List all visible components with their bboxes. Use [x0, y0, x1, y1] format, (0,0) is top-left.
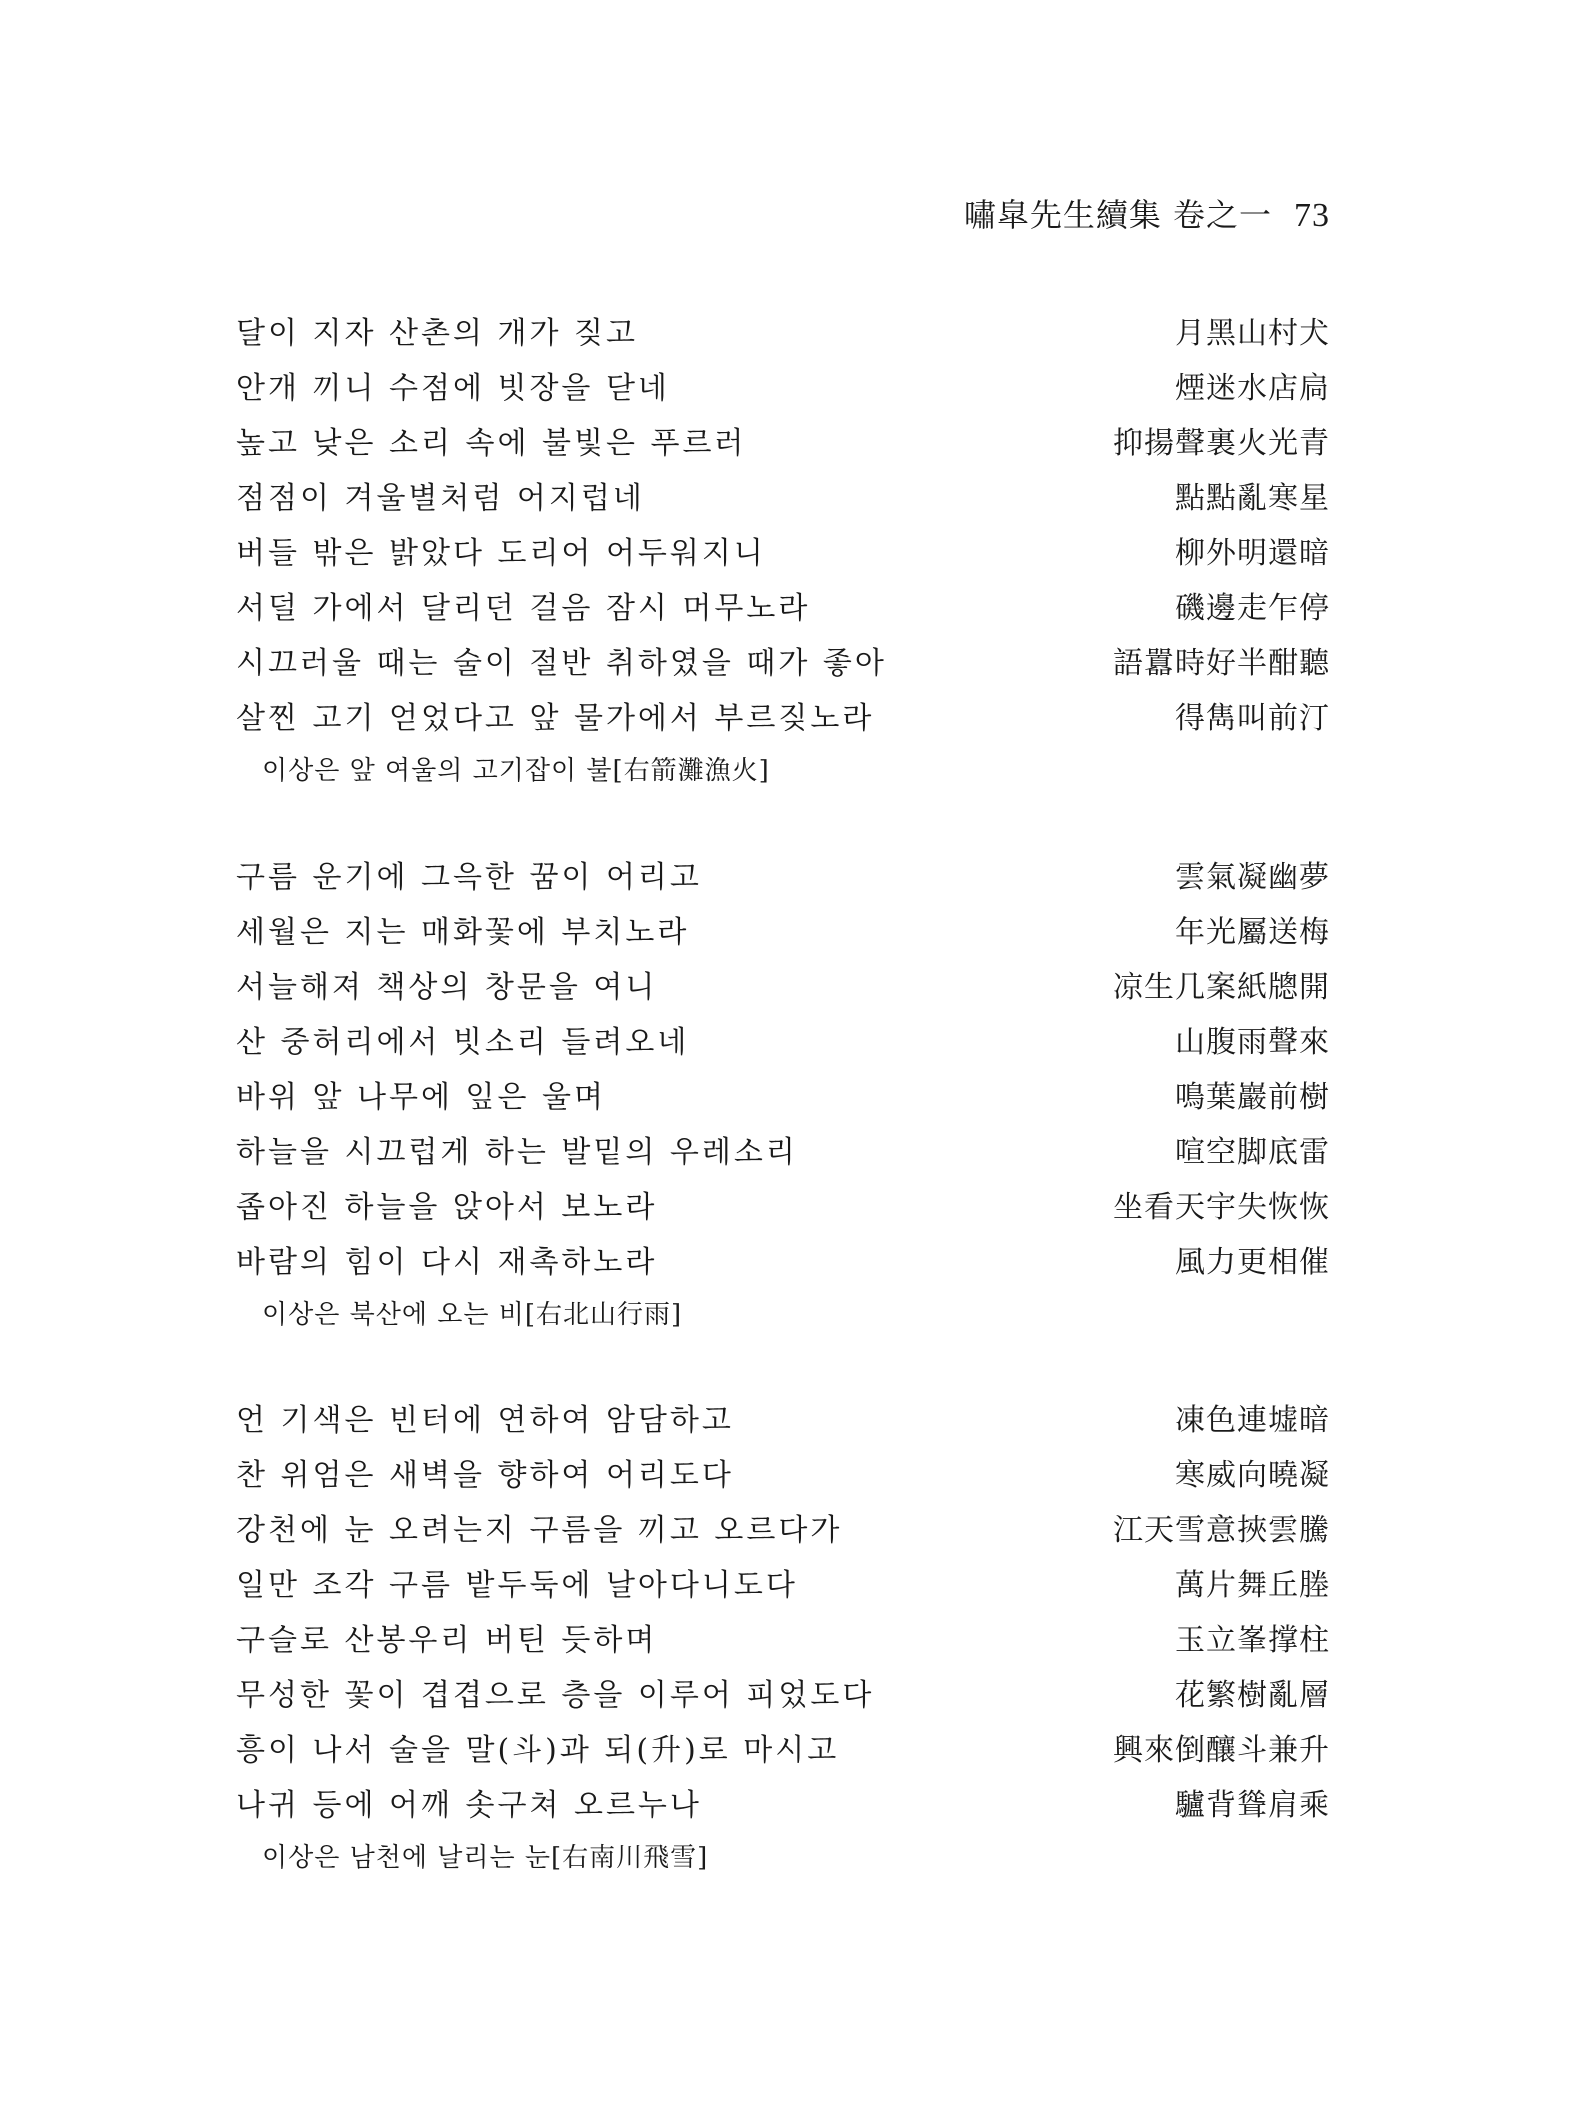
hanja-verse: 語囂時好半酣聽 — [1113, 646, 1330, 681]
hanja-verse: 凍色連墟暗 — [1175, 1403, 1330, 1438]
poem-line — [236, 471, 1330, 526]
poem-line — [236, 1070, 1330, 1125]
poem-line — [236, 1723, 1330, 1778]
korean-verse: 산 중허리에서 빗소리 들려오네 — [236, 1025, 690, 1060]
hanja-verse: 江天雪意挾雲騰 — [1113, 1513, 1330, 1548]
hanja-verse: 驢背聳肩乘 — [1175, 1788, 1330, 1823]
poem-section-2 — [236, 850, 1330, 1336]
hanja-verse: 寒威向曉凝 — [1175, 1458, 1330, 1493]
poem-line — [236, 1180, 1330, 1235]
poem-line — [236, 361, 1330, 416]
hanja-verse: 抑揚聲裏火光青 — [1113, 426, 1330, 461]
poem-line — [236, 691, 1330, 746]
hanja-verse: 花繁樹亂層 — [1175, 1678, 1330, 1713]
poem-line — [236, 1778, 1330, 1833]
hanja-verse: 月黑山村犬 — [1175, 316, 1330, 351]
poem-line — [236, 905, 1330, 960]
hanja-verse: 雲氣凝幽夢 — [1175, 860, 1330, 895]
page-number: 73 — [1294, 197, 1330, 234]
poem-section-3 — [236, 1393, 1330, 1879]
poem-line — [236, 416, 1330, 471]
hanja-verse: 煙迷水店扃 — [1175, 371, 1330, 406]
korean-verse: 일만 조각 구름 밭두둑에 날아다니도다 — [236, 1568, 798, 1603]
poem-section-1 — [236, 306, 1330, 792]
hanja-verse: 喧空脚底雷 — [1175, 1135, 1330, 1170]
hanja-verse: 萬片舞丘塍 — [1175, 1568, 1330, 1603]
hanja-verse: 興來倒釀斗兼升 — [1113, 1733, 1330, 1768]
korean-verse: 찬 위엄은 새벽을 향하여 어리도다 — [236, 1458, 734, 1493]
hanja-verse: 鳴葉巖前樹 — [1175, 1080, 1330, 1115]
korean-verse: 바위 앞 나무에 잎은 울며 — [236, 1080, 606, 1115]
poem-line — [236, 306, 1330, 361]
hanja-verse: 風力更相催 — [1175, 1245, 1330, 1280]
poem-line — [236, 1613, 1330, 1668]
poem-caption: 이상은 앞 여울의 고기잡이 불[右箭灘漁火] — [262, 756, 770, 786]
poem-line — [236, 960, 1330, 1015]
korean-verse: 좁아진 하늘을 앉아서 보노라 — [236, 1190, 658, 1225]
korean-verse: 높고 낮은 소리 속에 불빛은 푸르러 — [236, 426, 747, 461]
poem-line — [236, 526, 1330, 581]
poem-line — [236, 636, 1330, 691]
korean-verse: 달이 지자 산촌의 개가 짖고 — [236, 316, 638, 351]
page-header — [964, 190, 1330, 236]
korean-verse: 서덜 가에서 달리던 걸음 잠시 머무노라 — [236, 591, 811, 626]
poem-line — [236, 1393, 1330, 1448]
korean-verse: 하늘을 시끄럽게 하는 발밑의 우레소리 — [236, 1135, 798, 1170]
korean-verse: 점점이 겨울별처럼 어지럽네 — [236, 481, 645, 516]
poem-line — [236, 1558, 1330, 1613]
book-title: 嘯皐先生續集 卷之一 — [963, 196, 1272, 234]
korean-verse: 구슬로 산봉우리 버틴 듯하며 — [236, 1623, 658, 1658]
korean-verse: 언 기색은 빈터에 연하여 암담하고 — [236, 1403, 734, 1438]
korean-verse: 구름 운기에 그윽한 꿈이 어리고 — [236, 860, 702, 895]
korean-verse: 바람의 힘이 다시 재촉하노라 — [236, 1245, 658, 1280]
poem-line — [236, 1503, 1330, 1558]
korean-verse: 나귀 등에 어깨 솟구쳐 오르누나 — [236, 1788, 702, 1823]
hanja-verse: 磯邊走乍停 — [1175, 591, 1330, 626]
poem-line — [236, 1668, 1330, 1723]
poem-line — [236, 1448, 1330, 1503]
hanja-verse: 玉立峯撑柱 — [1175, 1623, 1330, 1658]
poem-line — [236, 1015, 1330, 1070]
korean-verse: 흥이 나서 술을 말(斗)과 되(升)로 마시고 — [236, 1733, 840, 1768]
korean-verse: 시끄러울 때는 술이 절반 취하였을 때가 좋아 — [236, 646, 887, 681]
korean-verse: 서늘해져 책상의 창문을 여니 — [236, 970, 658, 1005]
hanja-verse: 柳外明還暗 — [1175, 536, 1330, 571]
poem-line — [236, 581, 1330, 636]
poem-line — [236, 1235, 1330, 1290]
hanja-verse: 得雋叫前汀 — [1175, 701, 1330, 736]
poem-line — [236, 850, 1330, 905]
poem-line — [236, 1125, 1330, 1180]
hanja-verse: 凉生几案紙牕開 — [1113, 970, 1330, 1005]
korean-verse: 살찐 고기 얻었다고 앞 물가에서 부르짖노라 — [236, 701, 875, 736]
hanja-verse: 點點亂寒星 — [1175, 481, 1330, 516]
hanja-verse: 坐看天宇失恢恢 — [1113, 1190, 1330, 1225]
korean-verse: 버들 밖은 밝았다 도리어 어두워지니 — [236, 536, 766, 571]
poem-caption: 이상은 북산에 오는 비[右北山行雨] — [262, 1300, 683, 1330]
hanja-verse: 年光屬送梅 — [1175, 915, 1330, 950]
poem-caption: 이상은 남천에 날리는 눈[右南川飛雪] — [262, 1843, 709, 1873]
korean-verse: 세월은 지는 매화꽃에 부치노라 — [236, 915, 690, 950]
korean-verse: 안개 끼니 수점에 빗장을 닫네 — [236, 371, 670, 406]
korean-verse: 강천에 눈 오려는지 구름을 끼고 오르다가 — [236, 1513, 843, 1548]
hanja-verse: 山腹雨聲來 — [1175, 1025, 1330, 1060]
korean-verse: 무성한 꽃이 겹겹으로 층을 이루어 피었도다 — [236, 1678, 875, 1713]
